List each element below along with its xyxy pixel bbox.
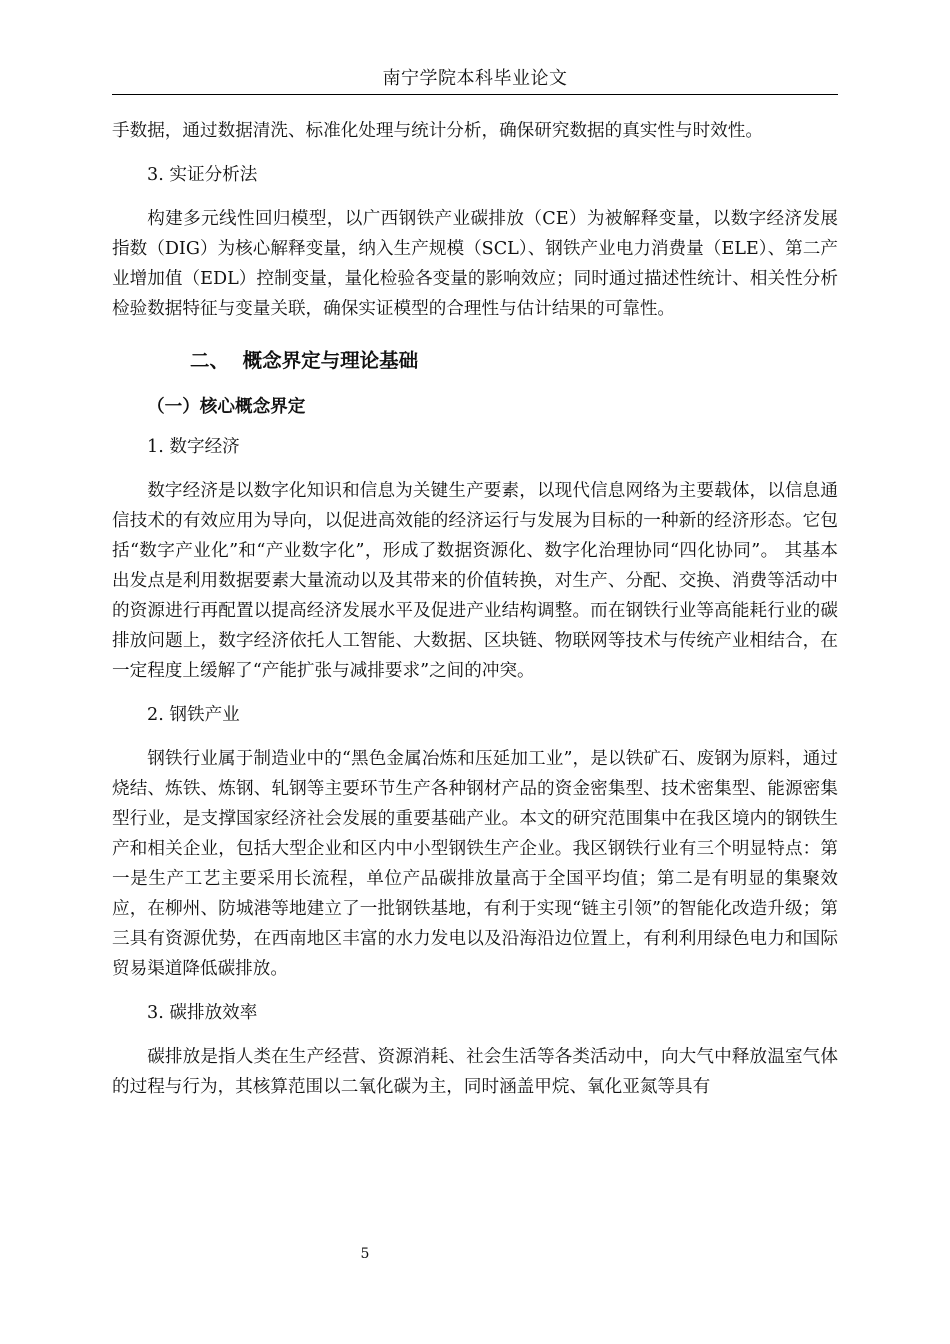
paragraph-continued: 手数据，通过数据清洗、标准化处理与统计分析，确保研究数据的真实性与时效性。 <box>112 121 763 141</box>
page-number: 5 <box>360 1246 370 1262</box>
section-title: 二、 概念界定与理论基础 <box>190 349 419 372</box>
concept-heading-carbon-efficiency: 3. 碳排放效率 <box>147 1003 258 1023</box>
page-footer <box>0 1246 950 1262</box>
concept-heading-digital-economy: 1. 数字经济 <box>147 437 240 457</box>
concept-heading-steel-industry: 2. 钢铁产业 <box>147 705 240 725</box>
paragraph-carbon-emission: 碳排放是指人类在生产经营、资源消耗、社会生活等各类活动中，向大气中释放温室气体的过程与行为，其核算范围以二氧化碳为主，同时涵盖甲烷、氧化亚氮等具有 <box>112 1047 838 1097</box>
paragraph-steel-industry: 钢铁行业属于制造业中的“黑色金属冶炼和压延加工业”，是以铁矿石、废钢为原料，通过烧结、炼铁、炼钢、轧钢等主要环节生产各种钢材产品的资金密集型、技术密集型、能源密集型行业，是支撑国家经济社会发展的重要基础产业。本文的研究范围集中在我区境内的钢铁生产和相关企业，包括大型企业和区内中小型钢铁生产企业。我区钢铁行业有三个明显特点：第一是生产工艺主要采用长流程，单位产品碳排放量高于全国平均值；第二是有明显的集聚效应，在柳州、防城港等地建立了一批钢铁基地，有利于实现“链主引领”的智能化改造升级；第三具有资源优势，在西南地区丰富的水力发电以及沿海沿边位置上，有利利用绿色电力和国际贸易渠道降低碳排放。 <box>112 749 838 979</box>
paragraph-digital-economy: 数字经济是以数字化知识和信息为关键生产要素，以现代信息网络为主要载体，以信息通信技术的有效应用为导向，以促进高效能的经济运行与发展为目标的一种新的经济形态。它包括“数字产业化”和“产业数字化”，形成了数据资源化、数字化治理协同“四化协同”。 其基本出发点是利用数据要素大量流动以及其带来的价值转换，对生产、分配、交换、消费等活动中的资源进行再配置以提高经济发展水平及促进产业结构调整。而在钢铁行业等高能耗行业的碳排放问题上，数字经济依托人工智能、大数据、区块链、物联网等技术与传统产业相结合，在一定程度上缓解了“产能扩张与减排要求”之间的冲突。 <box>112 481 838 681</box>
running-header: 南宁学院本科毕业论文 <box>112 66 838 95</box>
paragraph-empirical-method: 构建多元线性回归模型，以广西钢铁产业碳排放（CE）为被解释变量，以数字经济发展指数（DIG）为核心解释变量，纳入生产规模（SCL）、钢铁产业电力消费量（ELE）、第二产业增加值（EDL）控制变量，量化检验各变量的影响效应；同时通过描述性统计、相关性分析检验数据特征与变量关联，确保实证模型的合理性与估计结果的可靠性。 <box>112 209 838 319</box>
body-content <box>112 116 838 1116</box>
subsection-title: （一）核心概念界定 <box>147 397 306 417</box>
method-heading: 3. 实证分析法 <box>147 165 258 185</box>
